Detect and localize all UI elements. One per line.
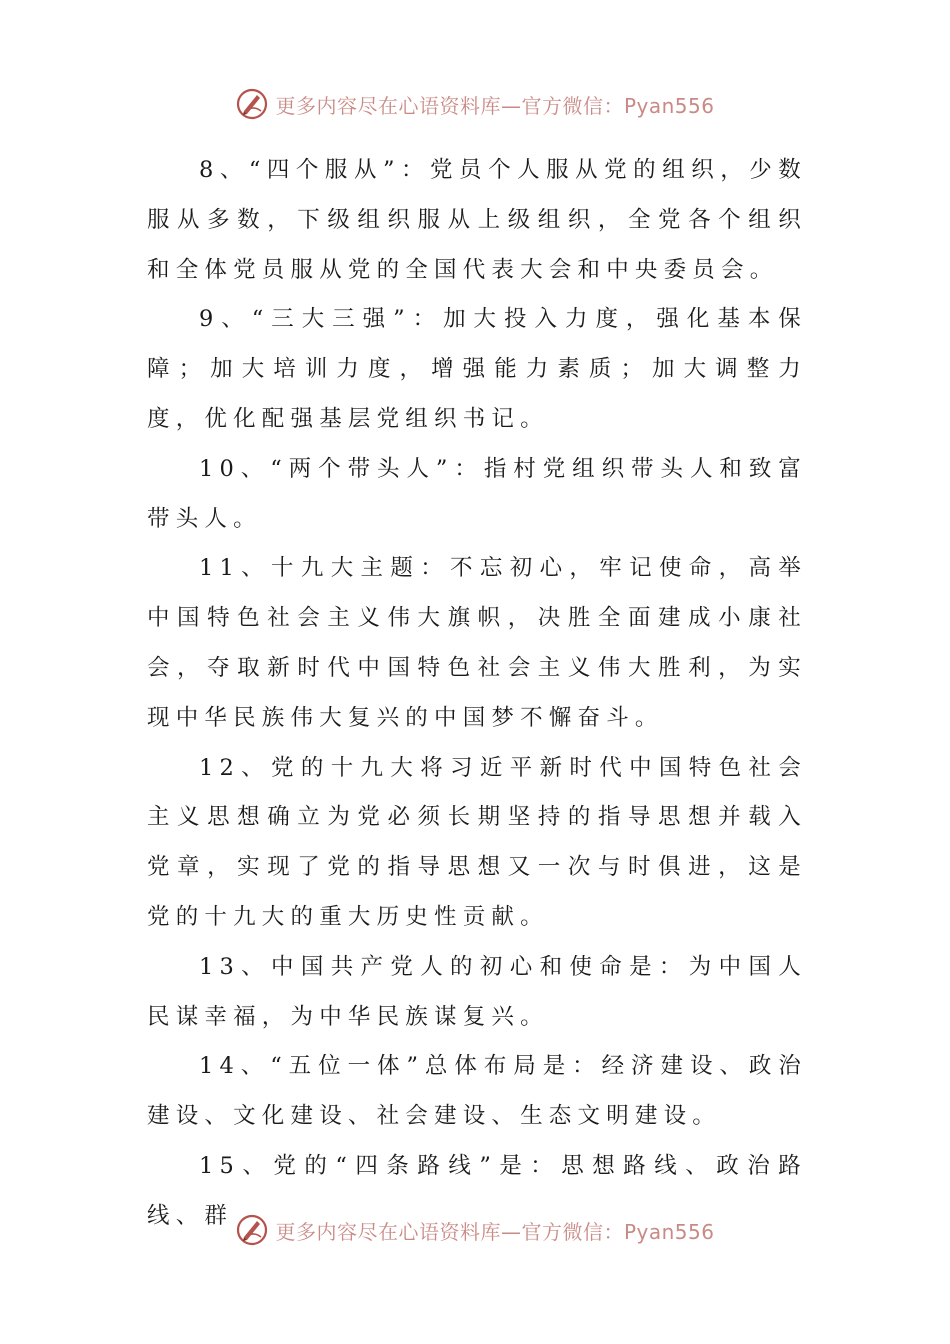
paragraph-10: 10、“两个带头人”：指村党组织带头人和致富带头人。: [147, 455, 807, 532]
watermark-text: 更多内容尽在心语资料库—官方微信：Pyan556: [275, 1219, 715, 1244]
paragraph-14: 14、“五位一体”总体布局是：经济建设、政治建设、文化建设、社会建设、生态文明建设。: [147, 1053, 807, 1130]
paragraph-11: 11、十九大主题：不忘初心，牢记使命，高举中国特色社会主义伟大旗帜，决胜全面建成小康社会，夺取新时代中国特色社会主义伟大胜利，为实现中华民族伟大复兴的中国梦不懈奋斗。: [147, 555, 807, 731]
paragraph-8: 8、“四个服从”：党员个人服从党的组织，少数服从多数，下级组织服从上级组织，全党各个组织和全体党员服从党的全国代表大会和中央委员会。: [147, 157, 807, 283]
watermark-text: 更多内容尽在心语资料库—官方微信：Pyan556: [275, 93, 715, 118]
document-body: [147, 146, 807, 1242]
paragraph-9: 9、“三大三强”：加大投入力度，强化基本保障；加大培训力度，增强能力素质；加大调整力度，优化配强基层党组织书记。: [147, 306, 807, 432]
footer-watermark: [0, 1210, 950, 1250]
pen-seal-logo-icon: [235, 1213, 269, 1247]
paragraph-12: 12、党的十九大将习近平新时代中国特色社会主义思想确立为党必须长期坚持的指导思想并载入党章，实现了党的指导思想又一次与时俱进，这是党的十九大的重大历史性贡献。: [147, 754, 807, 930]
pen-seal-logo-icon: [235, 87, 269, 121]
header-watermark: [0, 84, 950, 124]
paragraph-15: 15、党的“四条路线”是：思想路线、政治路线、群: [147, 1152, 807, 1229]
paragraph-13: 13、中国共产党人的初心和使命是：为中国人民谋幸福，为中华民族谋复兴。: [147, 953, 807, 1030]
